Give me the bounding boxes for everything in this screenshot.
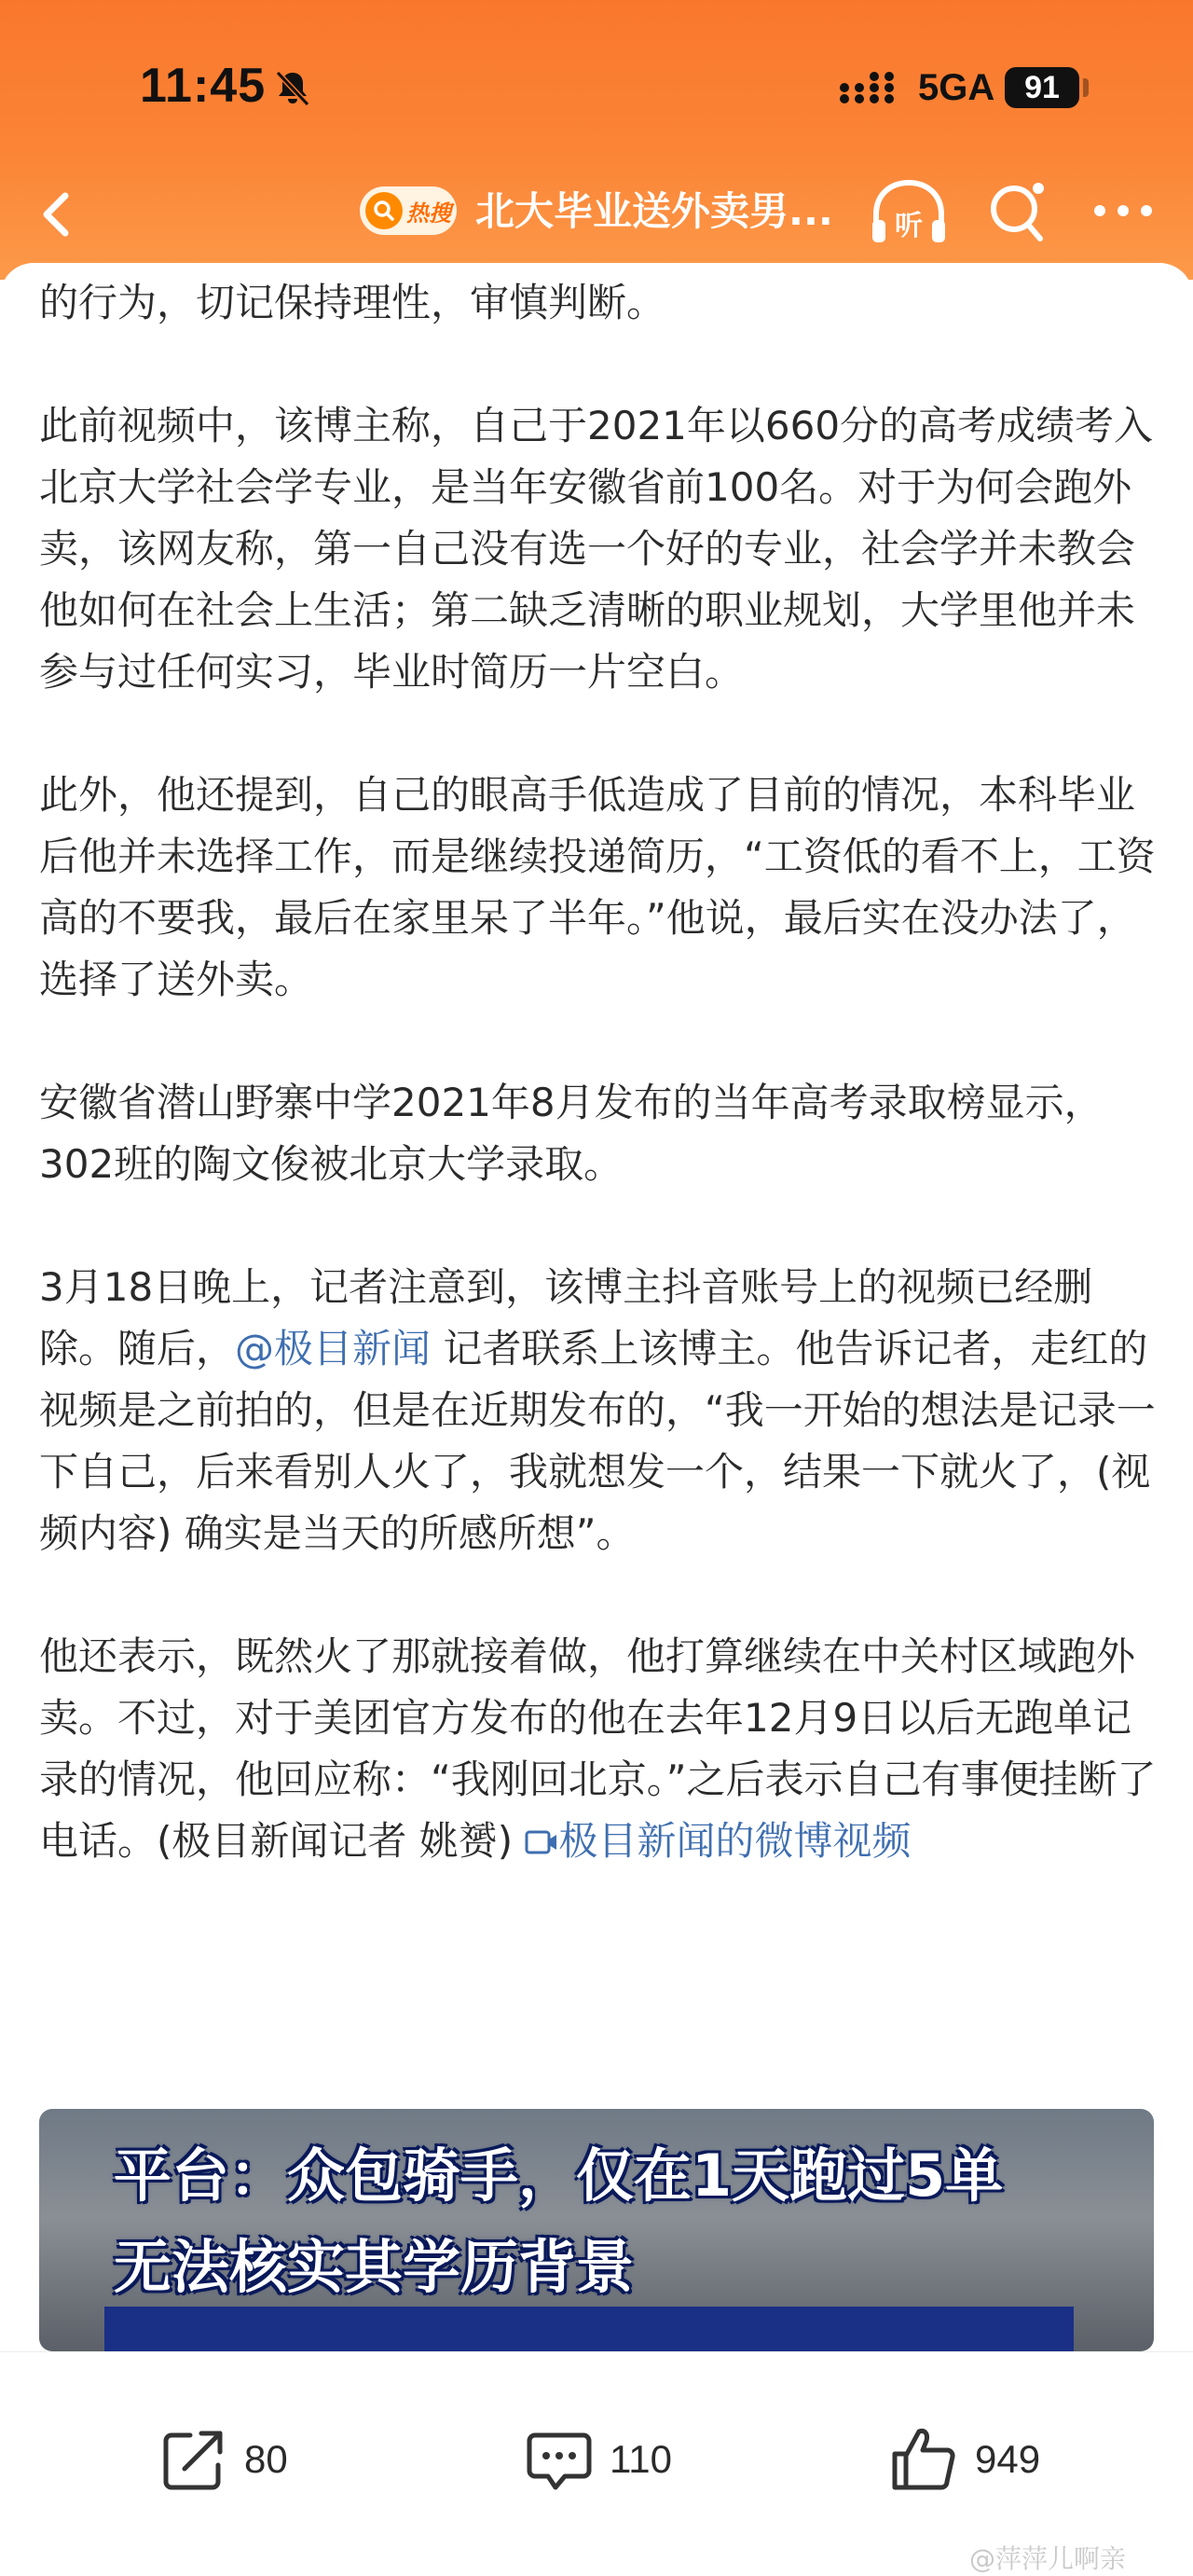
bell-muted-icon bbox=[272, 67, 313, 108]
article-paragraph: 此前视频中，该博主称，自己于2021年以660分的高考成绩考入北京大学社会学专业，是当年安徽省前100名。对于为何会跑外卖，该网友称，第一自己没有选一个好的专业，社会学并未教会他如何在社会上生活；第二缺乏清晰的职业规划，大学里他并未参与过任何实习，毕业时简历一片空白。 bbox=[39, 403, 1154, 695]
watermark: @萍萍儿啊亲 bbox=[969, 2543, 1127, 2574]
article-paragraph bbox=[39, 1257, 1158, 1564]
network-type: 5GA bbox=[918, 67, 995, 108]
search-icon[interactable] bbox=[984, 175, 1049, 246]
page-title: 北大毕业送外卖男... bbox=[475, 188, 833, 234]
status-time: 11:45 bbox=[140, 59, 267, 113]
video-thumbnail[interactable] bbox=[39, 2109, 1154, 2351]
paragraph-text: 3月18日晚上，记者注意到，该博主抖音账号上的视频已经删除。随后， bbox=[39, 1264, 1093, 1371]
battery-tip bbox=[1083, 78, 1089, 97]
bottom-action-bar bbox=[0, 2351, 1193, 2574]
nav-bar bbox=[0, 158, 1193, 270]
share-icon bbox=[157, 2422, 231, 2497]
comment-icon bbox=[522, 2422, 596, 2497]
headphones-listen-icon[interactable] bbox=[867, 173, 951, 252]
hot-search-label: 热搜 bbox=[406, 200, 451, 227]
search-icon bbox=[365, 192, 403, 229]
battery-icon: 91 bbox=[1005, 67, 1079, 108]
thumbs-up-icon bbox=[887, 2422, 962, 2497]
comment-button[interactable] bbox=[522, 2418, 672, 2501]
like-count: 949 bbox=[975, 2437, 1041, 2481]
hot-search-badge[interactable] bbox=[360, 186, 457, 235]
status-bar bbox=[0, 0, 1193, 158]
video-link[interactable] bbox=[525, 1818, 911, 1864]
back-chevron-icon[interactable] bbox=[26, 177, 91, 252]
video-caption-line-2: 无法核实其学历背景 bbox=[114, 2233, 635, 2301]
cellular-signal-icon bbox=[839, 71, 902, 106]
article-body bbox=[39, 272, 1158, 1934]
article-paragraph bbox=[39, 1626, 1158, 1872]
paragraph-text: 记者联系上该博主。他告诉记者，走红的视频是之前拍的，但是在近期发布的，“我一开始的想法是记录一下自己，后来看别人火了，我就想发一个，结果一下就火了，(视频内容) 确实是当天的所感所想”。 bbox=[39, 1326, 1156, 1556]
video-link-label: 极目新闻的微博视频 bbox=[558, 1818, 912, 1864]
article-paragraph: 安徽省潜山野寨中学2021年8月发布的当年高考录取榜显示，302班的陶文俊被北京大学录取。 bbox=[39, 1080, 1104, 1187]
article-card bbox=[0, 263, 1193, 2351]
article-paragraph: 的行为，切记保持理性，审慎判断。 bbox=[39, 280, 666, 325]
comment-count: 110 bbox=[610, 2437, 672, 2481]
article-paragraph: 此外，他还提到，自己的眼高手低造成了目前的情况，本科毕业后他并未选择工作，而是继续投递简历，“工资低的看不上，工资高的不要我，最后在家里呆了半年。”他说，最后实在没办法了，选择了送外卖。 bbox=[39, 772, 1156, 1002]
mention-link[interactable]: @极目新闻 bbox=[235, 1326, 432, 1371]
paragraph-text: 他还表示，既然火了那就接着做，他打算继续在中关村区域跑外卖。不过，对于美团官方发布的他在去年12月9日以后无跑单记录的情况，他回应称：“我刚回北京。”之后表示自己有事便挂断了电话。(极目新闻记者 姚赟) bbox=[39, 1633, 1157, 1864]
video-caption-line-1: 平台：众包骑手，仅在1天跑过5单 bbox=[114, 2142, 1004, 2210]
like-button[interactable] bbox=[887, 2418, 1040, 2501]
listen-label: 听 bbox=[895, 210, 923, 242]
video-play-icon bbox=[525, 1828, 558, 1856]
share-button[interactable] bbox=[157, 2418, 288, 2501]
share-count: 80 bbox=[244, 2437, 288, 2481]
more-options-icon[interactable] bbox=[1090, 192, 1156, 229]
